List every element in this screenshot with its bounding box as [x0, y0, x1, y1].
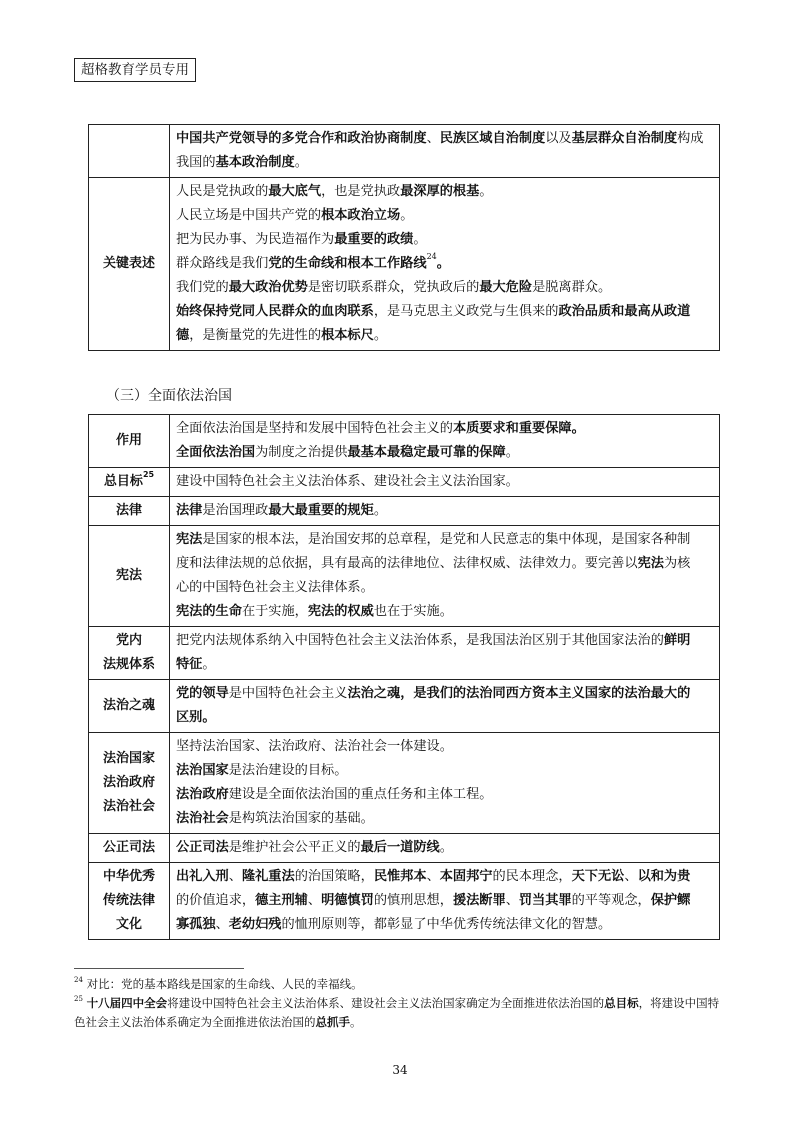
table-row — [89, 733, 720, 834]
content-line — [176, 783, 713, 807]
text-run: 基层群众自治制度 — [571, 131, 678, 146]
row-label-text: 宪法 — [115, 568, 142, 583]
text-run: 人民是党执政的 — [176, 184, 269, 199]
footnote-number: 25 — [74, 995, 83, 1003]
text-run: 是脱离群众。 — [532, 280, 612, 295]
text-run: 鲜明 — [663, 633, 691, 648]
text-run: 民惟邦本 — [373, 869, 427, 884]
text-run: 区别 — [176, 710, 203, 725]
text-run: 心的中国特色社会主义法律体系。 — [176, 580, 374, 595]
row-label-text: 作用 — [115, 433, 142, 448]
footnote-text: 。 — [350, 1015, 362, 1029]
row-content — [170, 125, 720, 178]
text-run: 的恤刑原则等，都彰显了中华优秀传统法律文化的智慧。 — [281, 917, 612, 932]
content-line — [176, 127, 713, 151]
table-row — [89, 468, 720, 497]
text-run: 把为民办事、为民造福作为 — [176, 232, 335, 247]
row-label-text: 法律 — [115, 503, 142, 518]
footnote-divider — [74, 968, 244, 969]
row-content — [170, 627, 720, 680]
text-run: 根本标尺 — [321, 328, 374, 343]
row-label-line: 法规体系 — [102, 657, 155, 672]
text-run: 隆礼重法 — [241, 869, 295, 884]
text-run: 是治国理政 — [202, 503, 269, 518]
text-run: 是中国特色社会主义 — [228, 686, 348, 701]
row-label — [89, 468, 170, 497]
text-run: 最大危险 — [479, 280, 533, 295]
text-run: 的慎刑思想， — [373, 893, 453, 908]
table-row — [89, 834, 720, 863]
content-line — [176, 706, 713, 730]
text-run: 宪法的权威 — [307, 604, 374, 619]
text-run: 天下无讼 — [571, 869, 625, 884]
row-content — [170, 468, 720, 497]
footnote — [74, 994, 724, 1032]
row-label-text: 关键表述 — [102, 256, 155, 271]
text-run: 是法治建设的目标。 — [228, 763, 348, 778]
content-line — [176, 324, 713, 348]
content-line — [176, 682, 713, 706]
text-run: 构成 — [677, 131, 704, 146]
content-line — [176, 228, 713, 252]
text-run: 宪法的生命 — [176, 604, 242, 619]
row-label-text: 公正司法 — [102, 840, 155, 855]
text-run: 宪法 — [637, 556, 664, 571]
text-run: 、 — [505, 893, 519, 908]
text-run: 。 — [373, 503, 387, 518]
text-run: 全面依法治国 — [176, 445, 256, 460]
row-content — [170, 178, 720, 351]
row-label-line: 文化 — [115, 917, 142, 932]
text-run: 法律 — [176, 503, 203, 518]
content-line — [176, 759, 713, 783]
text-run: 最后一道防线 — [360, 840, 440, 855]
text-run: 。 — [202, 710, 216, 725]
row-label — [89, 863, 170, 940]
text-run: 法治社会 — [176, 811, 229, 826]
text-run: 。 — [479, 184, 493, 199]
row-label — [89, 627, 170, 680]
text-run: 。 — [436, 256, 450, 271]
content-line — [176, 204, 713, 228]
footnote-number: 24 — [74, 976, 83, 984]
row-label-line: 法治国家 — [102, 751, 155, 766]
text-run: 。 — [373, 328, 387, 343]
content-line — [176, 180, 713, 204]
text-run: 把党内法规体系纳入中国特色社会主义法治体系，是我国法治区别于其他国家法治的 — [176, 633, 664, 648]
content-line — [176, 417, 713, 441]
row-label-text: 法治之魂 — [102, 698, 155, 713]
rule-of-law-table — [88, 414, 720, 940]
text-run: ，是衡量党的先进性的 — [189, 328, 322, 343]
text-run: 是构筑法治国家的基础。 — [228, 811, 374, 826]
text-run: 保护鳏 — [650, 893, 691, 908]
text-run: ，是我们的法治同西方资本主义国家的法治最大的 — [400, 686, 691, 701]
text-run: 度和法律法规的总依据，具有最高的法律地位、法律权威、法律效力。要完善以 — [176, 556, 638, 571]
row-label-line: 传统法律 — [102, 893, 155, 908]
text-run: 特征 — [176, 657, 203, 672]
text-run: 在于实施， — [241, 604, 308, 619]
row-label — [89, 178, 170, 351]
text-run: 罚当其罪 — [518, 893, 572, 908]
content-line — [176, 600, 713, 624]
text-run: 、 — [307, 893, 322, 908]
text-run: 。 — [571, 421, 585, 436]
text-run: 。 — [400, 208, 414, 223]
row-label — [89, 415, 170, 468]
row-content — [170, 497, 720, 526]
text-run: 最重要的政绩 — [334, 232, 414, 247]
table-row — [89, 178, 720, 351]
row-label — [89, 125, 170, 178]
text-run: 、 — [228, 869, 242, 884]
text-run: 法治政府 — [176, 787, 229, 802]
footnote-text: 十八届四中全会 — [86, 996, 168, 1010]
row-label-text: 总目标 — [103, 474, 143, 489]
content-line — [176, 629, 713, 653]
text-run: 的民本理念， — [492, 869, 572, 884]
text-run: 明德慎罚 — [321, 893, 374, 908]
text-run: 公正司法 — [176, 840, 229, 855]
content-line — [176, 300, 713, 324]
row-label-line: 法治政府 — [102, 775, 155, 790]
text-run: 根本政治立场 — [321, 208, 401, 223]
footnotes — [74, 975, 724, 1032]
text-run: 的治国策略， — [294, 869, 374, 884]
text-run: 。 — [439, 840, 453, 855]
text-run: 我国的 — [176, 155, 216, 170]
text-run: 以和为贵 — [637, 869, 691, 884]
footnote-text: 总目标 — [604, 996, 639, 1010]
content-line — [176, 552, 713, 576]
text-run: 坚持法治国家、法治政府、法治社会一体建设。 — [176, 739, 453, 754]
row-content — [170, 733, 720, 834]
text-run: 建设是全面依法治国的重点任务和主体工程。 — [228, 787, 493, 802]
header-tag: 超格教育学员专用 — [74, 58, 196, 82]
page-number: 34 — [392, 1063, 408, 1077]
footnote-text: 将建设中国特色社会主义法治体系、建设社会主义法治国家确定为全面推进依法治国的 — [167, 996, 605, 1010]
text-run: 法治之魂 — [347, 686, 401, 701]
row-label — [89, 733, 170, 834]
table-row — [89, 627, 720, 680]
text-run: 是密切联系群众，党执政后的 — [307, 280, 480, 295]
content-line — [176, 807, 713, 831]
text-run: 群众路线是我们 — [176, 256, 269, 271]
footnote-text: ，将建设中国特色社会主义法治体系确定为全面推进依法治国的 — [74, 996, 720, 1029]
row-label — [89, 497, 170, 526]
content-line — [176, 528, 713, 552]
content-line — [176, 151, 713, 175]
content-line — [176, 276, 713, 300]
text-run: 。 — [202, 657, 216, 672]
content-line — [176, 470, 713, 494]
text-run: 是国家的根本法，是治国安邦的总章程，是党和人民意志的集中体现，是国家各种制 — [202, 532, 691, 547]
text-run: 出礼入刑 — [176, 869, 229, 884]
text-run: 我们党的 — [176, 280, 229, 295]
content-line — [176, 252, 713, 276]
text-run: 党的生命线和根本工作路线 — [268, 256, 427, 271]
row-label — [89, 680, 170, 733]
content-line — [176, 836, 713, 860]
text-run: 以及 — [545, 131, 572, 146]
content-line — [176, 576, 713, 600]
content-line — [176, 653, 713, 677]
text-run: 法治国家 — [176, 763, 229, 778]
footnote-marker: 24 — [426, 252, 437, 261]
row-label-line: 中华优秀 — [102, 869, 155, 884]
content-line — [176, 889, 713, 913]
section-title: （三）全面依法治国 — [106, 388, 232, 404]
text-run: 、 — [426, 131, 440, 146]
text-run: 德 — [176, 328, 190, 343]
table-row — [89, 415, 720, 468]
text-run: 也在于实施。 — [373, 604, 453, 619]
table-row — [89, 125, 720, 178]
footnote-text: 总抓手 — [315, 1015, 350, 1029]
row-content — [170, 680, 720, 733]
content-line — [176, 499, 713, 523]
text-run: 本固邦宁 — [439, 869, 493, 884]
political-system-table — [88, 124, 720, 351]
text-run: 寡孤独 — [176, 917, 216, 932]
row-label-line: 法治社会 — [102, 799, 155, 814]
content-line — [176, 865, 713, 889]
table-row — [89, 863, 720, 940]
table-row — [89, 497, 720, 526]
row-content — [170, 415, 720, 468]
text-run: 民族区域自治制度 — [439, 131, 546, 146]
footnote-marker: 25 — [142, 470, 155, 479]
text-run: 援法断罪 — [452, 893, 506, 908]
row-content — [170, 526, 720, 627]
text-run: 政治品质和最高从政道 — [558, 304, 691, 319]
text-run: 建设中国特色社会主义法治体系、建设社会主义法治国家。 — [176, 474, 519, 489]
text-run: 为核 — [663, 556, 691, 571]
text-run: ，是马克思主义政党与生俱来的 — [373, 304, 559, 319]
text-run: 人民立场是中国共产党的 — [176, 208, 322, 223]
row-label-line: 党内 — [115, 633, 142, 648]
text-run: 、 — [215, 917, 229, 932]
content-line — [176, 913, 713, 937]
text-run: 。 — [413, 232, 427, 247]
text-run: 最大政治优势 — [228, 280, 308, 295]
content-line — [176, 441, 713, 465]
text-run: 基本政治制度 — [215, 155, 295, 170]
text-run: 、 — [624, 869, 638, 884]
text-run: 中国共产党领导的多党合作和政治协商制度 — [176, 131, 427, 146]
table-row — [89, 526, 720, 627]
text-run: 为制度之治提供 — [255, 445, 348, 460]
footnote — [74, 975, 724, 994]
text-run: 本质要求和重要保障 — [452, 421, 572, 436]
text-run: 最大底气 — [268, 184, 322, 199]
table-row — [89, 680, 720, 733]
row-label — [89, 834, 170, 863]
text-run: 最大最重要的规矩 — [268, 503, 374, 518]
text-run: 最基本最稳定最可靠的保障 — [347, 445, 506, 460]
row-content — [170, 834, 720, 863]
text-run: 始终保持党同人民群众的血肉联系 — [176, 304, 374, 319]
row-label — [89, 526, 170, 627]
row-content — [170, 863, 720, 940]
text-run: 宪法 — [176, 532, 203, 547]
footnote-text: 对比：党的基本路线是国家的生命线、人民的幸福线。 — [82, 977, 363, 991]
text-run: 全面依法治国是坚持和发展中国特色社会主义的 — [176, 421, 453, 436]
text-run: 的价值追求， — [176, 893, 256, 908]
text-run: 老幼妇残 — [228, 917, 282, 932]
text-run: 的平等观念， — [571, 893, 651, 908]
text-run: 。 — [505, 445, 519, 460]
text-run: 最深厚的根基 — [400, 184, 480, 199]
text-run: ，也是党执政 — [321, 184, 401, 199]
text-run: 德主刑辅 — [255, 893, 308, 908]
text-run: 党的领导 — [176, 686, 229, 701]
text-run: 。 — [294, 155, 308, 170]
text-run: 是维护社会公平正义的 — [228, 840, 361, 855]
text-run: 、 — [426, 869, 440, 884]
content-line — [176, 735, 713, 759]
